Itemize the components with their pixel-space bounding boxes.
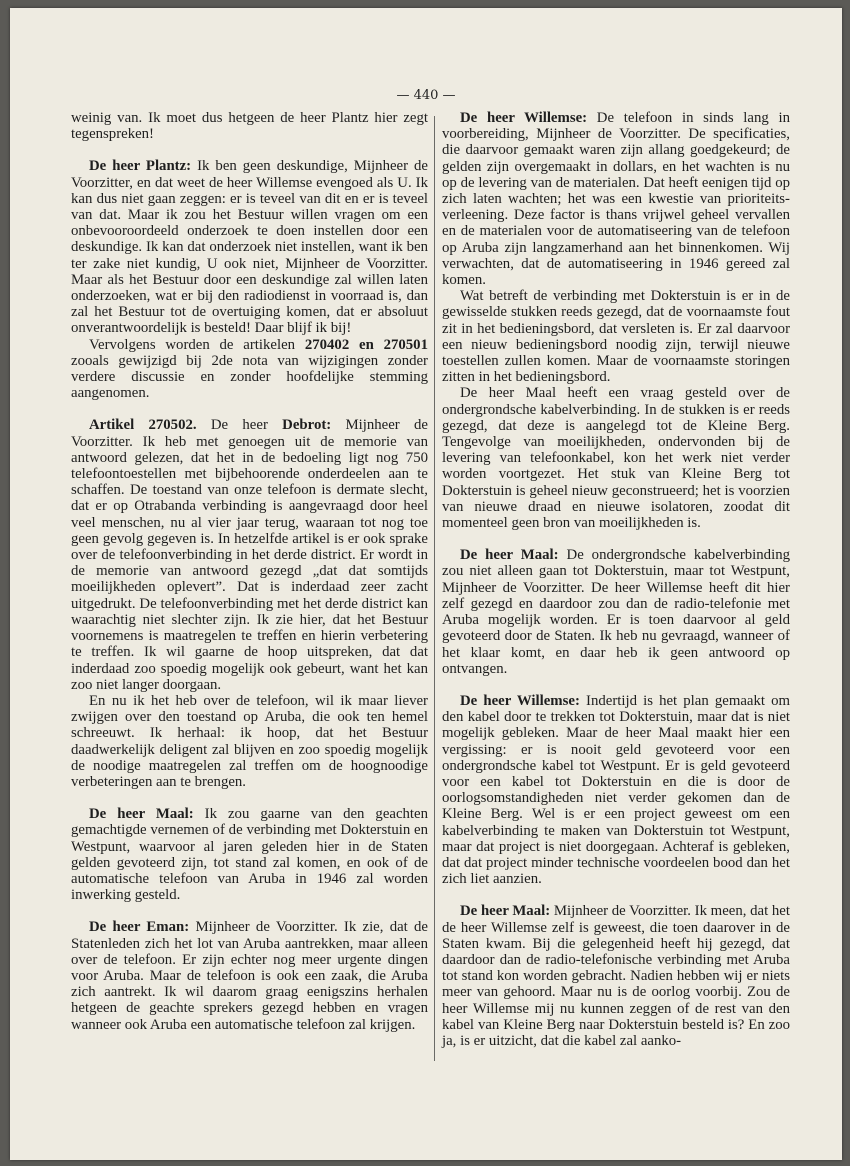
paragraph: weinig van. Ik moet dus hetgeen de heer Plantz hier zegt tegenspreken!: [71, 110, 428, 143]
page-number: — 440 —: [396, 88, 456, 103]
paragraph: [442, 547, 790, 677]
speaker-name: De heer Maal:: [460, 547, 559, 564]
paragraph-text: De heer: [196, 417, 283, 434]
speech-text: Indertijd is het plan gemaakt om den kabel door te trekken tot Dokterstuin, maar dat is niet mogelijk gebleken. Maar de heer Maal maakt hier een vergissing: er is nooit geld gevoteerd voor een ondergrondsche kabel tot Westpunt. Er is geld gevoteerd voor een kabel tot Dokterstuin en die is door de oorlogsomstandigheden niet verder gekomen dan de Kleine Berg. Wel is er een project geweest om een kabelverbinding te maken van Dokterstuin tot Westpunt, maar dat project is niet doorgegaan. Achteraf is gebleken, dat dat project minder technische voordeelen bood dan het zich liet aanzien.: [442, 692, 790, 888]
paragraph-text: zooals gewijzigd bij 2de nota van wijzigingen zonder verdere discussie en zonder hoofdelijke stemming aangenomen.: [71, 352, 428, 402]
paragraph: Wat betreft de verbinding met Dokterstuin is er in de gewisselde stukken reeds gezegd, dat de voornaamste fout zit in het bedieningsbord, dat versleten is. Er zal daarvoor een nieuw bedieningsbord noodig zijn, terwijl nieuwe toestellen zullen komen. Maar de voornaamste storingen zitten in het bedieningsbord.: [442, 288, 790, 386]
left-column: [71, 110, 428, 1033]
article-label: Artikel 270502.: [89, 417, 197, 434]
speech-text: Mijnheer de Voorzitter. Ik heb met genoegen uit de memorie van antwoord gelezen, dat het in de bedoeling ligt nog 750 telefoontoestellen met bijbehoorende onderdeelen aan te schaffen. De toestand van onze telefoon is dermate slecht, dat er op Otrabanda verbinding is aangevraagd door heel veel menschen, nu al vier jaar terug, waaraan tot nog toe geen gevolg gegeven is. In hetzelfde artikel is er ook sprake over de telefoonverbinding in het derde district. Er wordt in de memorie van antwoord gezegd „dat dat somtijds moeilijkheden oplevert”. Dat is inderdaad zeer zacht uitgedrukt. De telefoonverbinding met het derde district kan waarachtig niet slechter zijn. Ik zie hier, dat het Bestuur voornemens is maatregelen te treffen en hierin verbetering te treffen. Ik wil gaarne de hoop uitspreken, dat dat inderdaad zoo spoedig mogelijk ook gebeurt, want het kan zoo niet langer doorgaan.: [71, 417, 428, 693]
column-divider: [434, 116, 435, 1061]
article-numbers: 270402 en 270501: [304, 336, 428, 353]
paragraph: [442, 903, 790, 1049]
paragraph: [442, 693, 790, 887]
speaker-name: De heer Willemse:: [460, 110, 588, 126]
speaker-name: De heer Willemse:: [460, 692, 580, 709]
speech-text: Mijnheer de Voorzitter. Ik meen, dat het de heer Willemse zelf is geweest, die toen daarover in de Staten kwam. Bij die gelegenheid heeft hij gezegd, dat daardoor dan de radio-telefonische verbinding met Aruba tot stand kon worden gebracht. Nadien hebben wij er niets meer van gehoord. Maar nu is de oorlog voorbij. Zou de heer Willemse mij nu kunnen zeggen of de rest van den kabel van Kleine Berg naar Dokterstuin besteld is? En zoo ja, is er uitzicht, dat die kabel zal aanko-: [442, 903, 790, 1049]
paragraph: [71, 806, 428, 903]
speaker-name: De heer Maal:: [89, 806, 194, 823]
document-page: [10, 8, 842, 1160]
paragraph: [71, 417, 428, 692]
paragraph: [442, 110, 790, 288]
speech-text: De telefoon in sinds lang in voorbereiding, Mijnheer de Voorzitter. De specificaties, die daarvoor gemaakt waren zijn allang goedgekeurd; de gelden zijn overgemaakt in dollars, en het wachten is nu op de levering van de materialen. Dat heeft eenigen tijd op zich laten wachten; het was een kwestie van prioriteits-verleening. Deze factor is thans vrijwel geheel vervallen en de materialen voor de automatiseering van de telefoon op Aruba zijn langzamerhand aan het binnenkomen. Wij verwachten, dat de automatiseering in 1946 gereed zal komen.: [442, 110, 791, 289]
paragraph-text: Vervolgens worden de artikelen: [89, 336, 305, 353]
speaker-name: Debrot:: [282, 417, 332, 434]
speech-text: Ik zou gaarne van den geachten gemachtigde vernemen of de verbinding met Dokterstuin en Westpunt, waarvoor al jaren geleden hier in de Staten gelden gevoteerd zijn, tot stand zal komen, en ook of de automatische telefoon van Aruba in 1946 zal worden inwerking gesteld.: [71, 806, 428, 904]
paragraph: [71, 337, 428, 402]
speaker-name: De heer Plantz:: [89, 158, 192, 175]
paragraph: [71, 158, 428, 336]
paragraph: [71, 919, 428, 1032]
speaker-name: De heer Eman:: [89, 919, 190, 936]
speech-text: Mijnheer de Voorzitter. Ik zie, dat de Statenleden zich het lot van Aruba aantrekken, maar alleen over de telefoon. Er zijn echter nog meer urgente dingen voor Aruba. Maar de telefoon is ook een zaak, die Aruba zich aantrekt. Ik wil daarom graag eenigszins herhalen hetgeen de geachte sprekers gezegd hebben en vragen wanneer ook Aruba een automatische telefoon zal krijgen.: [71, 919, 428, 1033]
speaker-name: De heer Maal:: [460, 903, 551, 920]
speech-text: Ik ben geen deskundige, Mijnheer de Voorzitter, en dat weet de heer Willemse evengoed als U. Ik kan dus niet gaan zeggen: er is teveel van dit en er is teveel van dat. Maar ik zou het Bestuur willen vragen om een onbevooroordeeld onderzoek te doen instellen door een deskundige. Ik kan dat onderzoek niet instellen, want ik ben ter zake niet kundig, U ook niet, Mijnheer de Voorzitter. Maar als het Bestuur door een deskundige zal willen laten onderzoeken, wat er bij den radiodienst in voorraad is, dan zal het Bestuur tot de overtuiging komen, dat er absoluut onverantwoordelijk is besteld! Daar blijf ik bij!: [71, 158, 428, 337]
right-column: [442, 110, 790, 1049]
speech-text: De ondergrondsche kabelverbinding zou niet alleen gaan tot Dokterstuin, maar tot Westpunt, Mijnheer de Voorzitter. De heer Willemse heeft dit hier zelf gezegd en daardoor zou dan de radio-telefonie met Aruba mogelijk worden. Er is toen daarvoor al geld gevoteerd door de Staten. Ik heb nu gevraagd, wanneer of het klaar komt, en daar heb ik geen antwoord op ontvangen.: [442, 547, 790, 677]
paragraph: De heer Maal heeft een vraag gesteld over de ondergrondsche kabelverbinding. In de stukken is er reeds gezegd, dat deze is aangelegd tot de Kleine Berg. Tengevolge van moeilijkheden, ondervonden bij de levering van telefoonkabel, kon het werk niet verder worden voortgezet. Het stuk van Kleine Berg tot Dokterstuin is geheel nieuw geconstrueerd; het is voorzien van nieuwe draad en nieuwe isolatoren, zoodat dit momenteel geen bron van moeilijkheden is.: [442, 385, 790, 532]
paragraph: En nu ik het heb over de telefoon, wil ik maar liever zwijgen over den toestand op Aruba, die ook ten hemel schreeuwt. Ik herhaal: ik hoop, dat het Bestuur daadwerkelijk deligent zal blijven en zoo spoedig mogelijk de noodige maatregelen zal treffen om de hoognoodige verbeteringen aan te brengen.: [71, 692, 428, 790]
